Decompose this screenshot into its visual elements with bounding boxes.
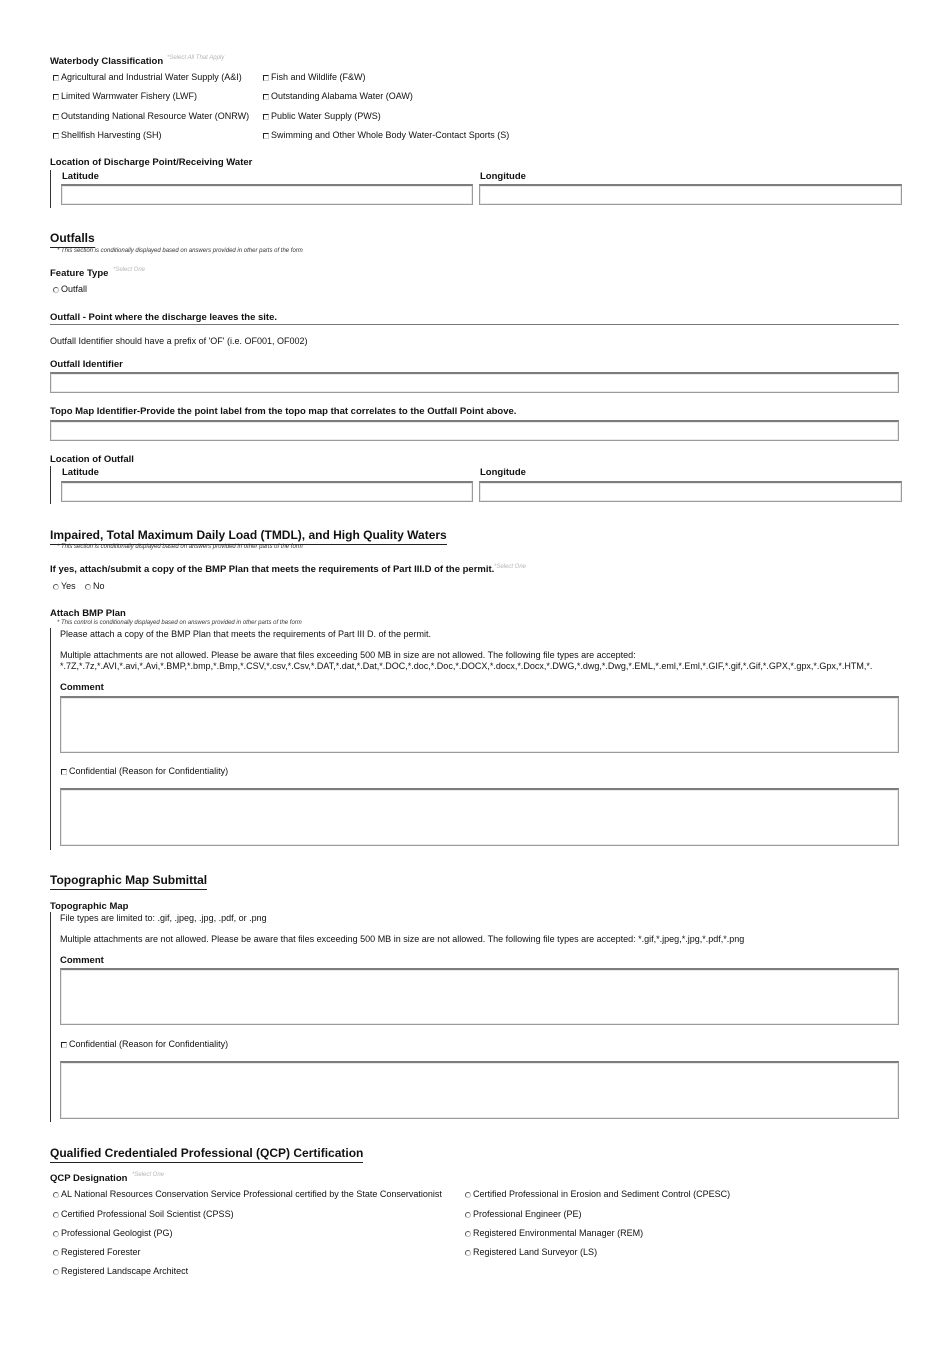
topo-section-title: Topographic Map Submittal bbox=[50, 873, 207, 890]
topo-map-identifier-label: Topo Map Identifier-Provide the point label from the topo map that correlates to the Outfall Point above. bbox=[50, 406, 517, 417]
topographic-map-label: Topographic Map bbox=[50, 901, 129, 912]
checkbox-icon[interactable] bbox=[53, 133, 59, 139]
radio-icon[interactable] bbox=[465, 1212, 471, 1218]
qcp-section-title: Qualified Credentialed Professional (QCP) Certification bbox=[50, 1146, 363, 1163]
group-bar bbox=[50, 628, 51, 850]
outfall-latitude-input[interactable] bbox=[61, 481, 473, 502]
qcp-designation-hint: *Select One bbox=[132, 1172, 165, 1178]
outfall-longitude-label: Longitude bbox=[480, 467, 526, 478]
discharge-location-label: Location of Discharge Point/Receiving Water bbox=[50, 157, 253, 168]
outfall-latitude-label: Latitude bbox=[62, 467, 99, 478]
radio-qcp-nrcs[interactable]: AL National Resources Conservation Service Professional certified by the State Conservationist bbox=[53, 1189, 442, 1199]
attach-bmp-note: * This control is conditionally displayed based on answers provided in other parts of the form bbox=[57, 620, 302, 626]
tmdl-section-title: Impaired, Total Maximum Daily Load (TMDL), and High Quality Waters bbox=[50, 528, 447, 545]
bmp-confidential-checkbox[interactable]: Confidential (Reason for Confidentiality) bbox=[61, 766, 228, 776]
checkbox-onrw[interactable]: Outstanding National Resource Water (ONRW) bbox=[53, 111, 249, 121]
checkbox-icon[interactable] bbox=[263, 114, 269, 120]
checkbox-icon[interactable] bbox=[53, 114, 59, 120]
checkbox-icon[interactable] bbox=[61, 769, 67, 775]
bmp-comment-label: Comment bbox=[60, 682, 104, 693]
radio-qcp-pg[interactable]: Professional Geologist (PG) bbox=[53, 1228, 173, 1238]
group-bar bbox=[50, 912, 51, 1122]
checkbox-s[interactable]: Swimming and Other Whole Body Water-Contact Sports (S) bbox=[263, 130, 509, 140]
bmp-accepted-file-types: *.7Z,*.7z,*.AVI,*.avi,*.Avi,*.BMP,*.bmp,*.Bmp,*.CSV,*.csv,*.Csv,*.DAT,*.dat,*.Dat,*.DOC,*.doc,*.Doc,*.DOCX,*.docx,*.Docx,*.DWG,*.dwg,*.Dwg,*.EML,*.eml,*.Eml,*.GIF,*.gif,*.Gif,*.GPX,*.gpx,*.Gpx,*.HTM,*. bbox=[60, 661, 873, 671]
topo-file-types-note: File types are limited to: .gif, .jpeg, .jpg, .pdf, or .png bbox=[60, 913, 267, 923]
tmdl-conditional-note: * This section is conditionally displayed based on answers provided in other parts of the form bbox=[57, 544, 303, 550]
checkbox-icon[interactable] bbox=[263, 75, 269, 81]
checkbox-icon[interactable] bbox=[263, 94, 269, 100]
attach-bmp-label: Attach BMP Plan bbox=[50, 608, 126, 619]
topo-multiple-attachments-note: Multiple attachments are not allowed. Please be aware that files exceeding 500 MB in size are not allowed. The following file types are accepted: *.gif,*.jpeg,*.jpg,*.pdf,*.png bbox=[60, 934, 745, 944]
feature-type-label: Feature Type bbox=[50, 268, 109, 279]
checkbox-pws[interactable]: Public Water Supply (PWS) bbox=[263, 111, 381, 121]
topo-comment-label: Comment bbox=[60, 955, 104, 966]
radio-qcp-rem[interactable]: Registered Environmental Manager (REM) bbox=[465, 1228, 643, 1238]
outfalls-section-title: Outfalls bbox=[50, 231, 95, 248]
outfall-location-label: Location of Outfall bbox=[50, 454, 134, 465]
radio-qcp-pe[interactable]: Professional Engineer (PE) bbox=[465, 1209, 582, 1219]
radio-no[interactable]: No bbox=[85, 581, 105, 591]
checkbox-sh[interactable]: Shellfish Harvesting (SH) bbox=[53, 130, 162, 140]
checkbox-icon[interactable] bbox=[263, 133, 269, 139]
discharge-latitude-label: Latitude bbox=[62, 171, 99, 182]
discharge-latitude-input[interactable] bbox=[61, 184, 473, 205]
checkbox-lwf[interactable]: Limited Warmwater Fishery (LWF) bbox=[53, 91, 197, 101]
bmp-question-hint: *Select One bbox=[494, 564, 527, 570]
checkbox-ai[interactable]: Agricultural and Industrial Water Supply (A&I) bbox=[53, 72, 242, 82]
radio-icon[interactable] bbox=[53, 287, 59, 293]
outfall-prefix-note: Outfall Identifier should have a prefix of 'OF' (i.e. OF001, OF002) bbox=[50, 336, 308, 346]
radio-outfall[interactable]: Outfall bbox=[53, 284, 87, 294]
divider bbox=[50, 324, 899, 325]
checkbox-icon[interactable] bbox=[61, 1042, 67, 1048]
topo-confidential-textarea[interactable] bbox=[60, 1061, 899, 1119]
radio-icon[interactable] bbox=[53, 1250, 59, 1256]
outfall-identifier-input[interactable] bbox=[50, 372, 899, 393]
radio-icon[interactable] bbox=[465, 1250, 471, 1256]
radio-icon[interactable] bbox=[53, 584, 59, 590]
radio-icon[interactable] bbox=[53, 1212, 59, 1218]
radio-icon[interactable] bbox=[53, 1192, 59, 1198]
radio-icon[interactable] bbox=[53, 1231, 59, 1237]
select-all-hint: *Select All That Apply bbox=[167, 55, 225, 61]
topo-comment-textarea[interactable] bbox=[60, 968, 899, 1025]
topo-confidential-checkbox[interactable]: Confidential (Reason for Confidentiality) bbox=[61, 1039, 228, 1049]
bmp-multiple-attachments-note: Multiple attachments are not allowed. Please be aware that files exceeding 500 MB in size are not allowed. The following file types are accepted: bbox=[60, 650, 636, 660]
outfall-point-heading: Outfall - Point where the discharge leaves the site. bbox=[50, 312, 278, 323]
radio-qcp-cpesc[interactable]: Certified Professional in Erosion and Sediment Control (CPESC) bbox=[465, 1189, 730, 1199]
discharge-longitude-label: Longitude bbox=[480, 171, 526, 182]
radio-yes[interactable]: Yes bbox=[53, 581, 76, 591]
group-bar bbox=[50, 170, 51, 208]
group-bar bbox=[50, 466, 51, 504]
outfalls-conditional-note: * This section is conditionally displayed based on answers provided in other parts of the form bbox=[57, 248, 303, 254]
radio-qcp-cpss[interactable]: Certified Professional Soil Scientist (CPSS) bbox=[53, 1209, 234, 1219]
checkbox-icon[interactable] bbox=[53, 75, 59, 81]
radio-icon[interactable] bbox=[465, 1231, 471, 1237]
checkbox-icon[interactable] bbox=[53, 94, 59, 100]
checkbox-oaw[interactable]: Outstanding Alabama Water (OAW) bbox=[263, 91, 413, 101]
radio-qcp-landscape-architect[interactable]: Registered Landscape Architect bbox=[53, 1266, 188, 1276]
discharge-longitude-input[interactable] bbox=[479, 184, 902, 205]
bmp-comment-textarea[interactable] bbox=[60, 696, 899, 753]
outfall-identifier-label: Outfall Identifier bbox=[50, 359, 123, 370]
qcp-designation-label: QCP Designation bbox=[50, 1173, 128, 1184]
feature-type-hint: *Select One bbox=[113, 267, 146, 273]
bmp-confidential-textarea[interactable] bbox=[60, 788, 899, 846]
waterbody-classification-label: Waterbody Classification bbox=[50, 56, 164, 67]
topo-map-identifier-input[interactable] bbox=[50, 420, 899, 441]
radio-icon[interactable] bbox=[53, 1269, 59, 1275]
bmp-question-label: If yes, attach/submit a copy of the BMP Plan that meets the requirements of Part III.D of the permit. bbox=[50, 564, 495, 575]
outfall-longitude-input[interactable] bbox=[479, 481, 902, 502]
radio-qcp-forester[interactable]: Registered Forester bbox=[53, 1247, 141, 1257]
radio-icon[interactable] bbox=[465, 1192, 471, 1198]
checkbox-fw[interactable]: Fish and Wildlife (F&W) bbox=[263, 72, 366, 82]
radio-icon[interactable] bbox=[85, 584, 91, 590]
radio-qcp-ls[interactable]: Registered Land Surveyor (LS) bbox=[465, 1247, 597, 1257]
attach-bmp-instruction: Please attach a copy of the BMP Plan that meets the requirements of Part III D. of the permit. bbox=[60, 629, 432, 639]
